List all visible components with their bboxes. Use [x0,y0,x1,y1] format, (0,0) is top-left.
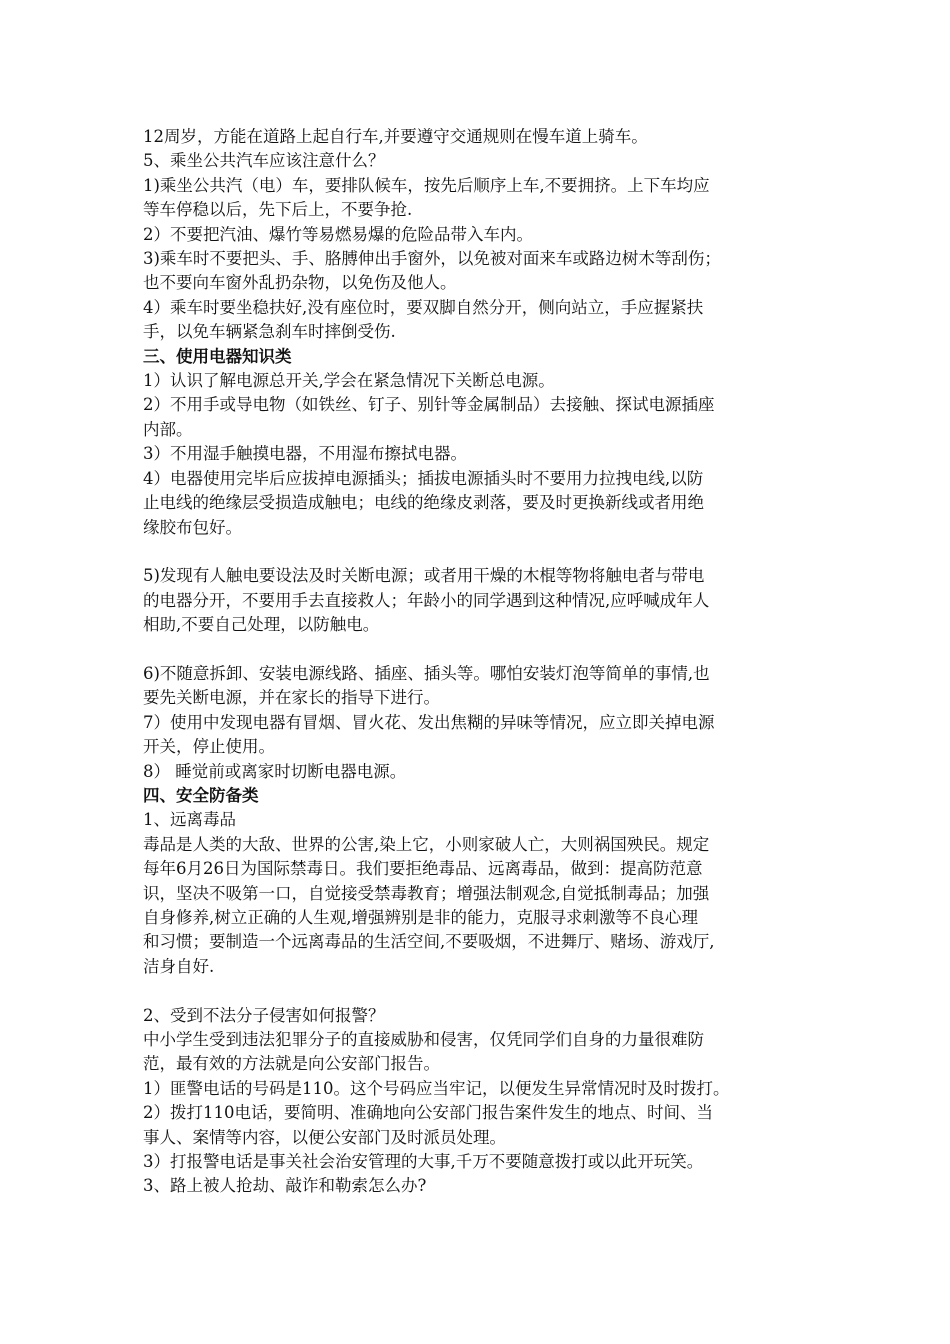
text-line: 缘胶布包好。 [143,517,242,537]
text-line: 1)乘坐公共汽（电）车，要排队候车，按先后顺序上车,不要拥挤。上下车均应 [143,175,710,195]
text-line: 中小学生受到违法犯罪分子的直接威胁和侵害，仅凭同学们自身的力量很难防 [143,1029,704,1049]
text-line: 和习惯；要制造一个远离毒品的生活空间,不要吸烟，不进舞厅、赌场、游戏厅, [143,932,715,952]
blank-line [143,638,823,662]
text-line: 每年6月26日为国际禁毒日。我们要拒绝毒品、远离毒品，做到：提高防范意 [143,859,703,879]
text-line: 3）打报警电话是事关社会治安管理的大事,千万不要随意拨打或以此开玩笑。 [143,1152,704,1172]
document-body [143,125,823,1199]
text-line: 手，以免车辆紧急刹车时摔倒受伤. [143,322,396,342]
text-line: 12周岁，方能在道路上起自行车,并要遵守交通规则在慢车道上骑车。 [143,127,648,146]
section-heading: 四、安全防备类 [143,785,259,805]
text-line: 止电线的绝缘层受损造成触电；电线的绝缘皮剥落，要及时更换新线或者用绝 [143,493,704,513]
text-line: 相助,不要自己处理，以防触电。 [143,615,380,635]
text-line: 自身修养,树立正确的人生观,增强辨别是非的能力，克服寻求刺激等不良心理 [143,907,698,927]
text-line: 要先关断电源，并在家长的指导下进行。 [143,688,440,708]
text-line: 8） 睡觉前或离家时切断电器电源。 [143,761,407,781]
text-line: 1）认识了解电源总开关,学会在紧急情况下关断总电源。 [143,371,555,391]
text-line: 也不要向车窗外乱扔杂物，以免伤及他人。 [143,273,457,293]
blank-line [143,979,823,1003]
blank-line [143,540,823,564]
text-line: 洁身自好. [143,956,215,976]
text-line: 毒品是人类的大敌、世界的公害,染上它，小则家破人亡，大则祸国殃民。规定 [143,834,710,854]
text-line: 内部。 [143,419,193,439]
text-line: 3、路上被人抢劫、敲诈和勒索怎么办? [143,1176,427,1196]
text-line: 2）不要把汽油、爆竹等易燃易爆的危险品带入车内。 [143,224,533,244]
text-line: 识，坚决不吸第一口，自觉接受禁毒教育；增强法制观念,自觉抵制毒品；加强 [143,883,710,903]
text-line: 2、受到不法分子侵害如何报警？ [143,1005,385,1025]
text-line: 等车停稳以后，先下后上，不要争抢. [143,200,413,220]
text-line: 3）不用湿手触摸电器，不用湿布擦拭电器。 [143,444,467,464]
text-line: 5)发现有人触电要设法及时关断电源；或者用干燥的木棍等物将触电者与带电 [143,566,705,586]
text-line: 2）不用手或导电物（如铁丝、钉子、别针等金属制品）去接触、探试电源插座 [143,395,715,415]
text-line: 7）使用中发现电器有冒烟、冒火花、发出焦糊的异味等情况，应立即关掉电源 [143,712,715,732]
text-line: 的电器分开，不要用手去直接救人；年龄小的同学遇到这种情况,应呼喊成年人 [143,590,710,610]
text-line: 3)乘车时不要把头、手、胳膊伸出手窗外，以免被对面来车或路边树木等刮伤； [143,249,721,269]
text-line: 4）乘车时要坐稳扶好,没有座位时，要双脚自然分开，侧向站立，手应握紧扶 [143,297,704,317]
text-line: 2）拨打110电话，要简明、准确地向公安部门报告案件发生的地点、时间、当 [143,1103,713,1123]
text-line: 6)不随意拆卸、安装电源线路、插座、插头等。哪怕安装灯泡等简单的事情,也 [143,663,710,683]
text-line: 1、远离毒品 [143,810,236,830]
text-line: 1）匪警电话的号码是110。这个号码应当牢记，以便发生异常情况时及时拨打。 [143,1078,730,1098]
text-line: 事人、案情等内容，以便公安部门及时派员处理。 [143,1127,506,1147]
section-heading: 三、使用电器知识类 [143,346,292,366]
text-line: 4）电器使用完毕后应拔掉电源插头；插拔电源插头时不要用力拉拽电线,以防 [143,468,704,488]
text-line: 5、乘坐公共汽车应该注意什么？ [143,151,385,171]
text-line: 范，最有效的方法就是向公安部门报告。 [143,1054,440,1074]
text-line: 开关，停止使用。 [143,737,275,757]
